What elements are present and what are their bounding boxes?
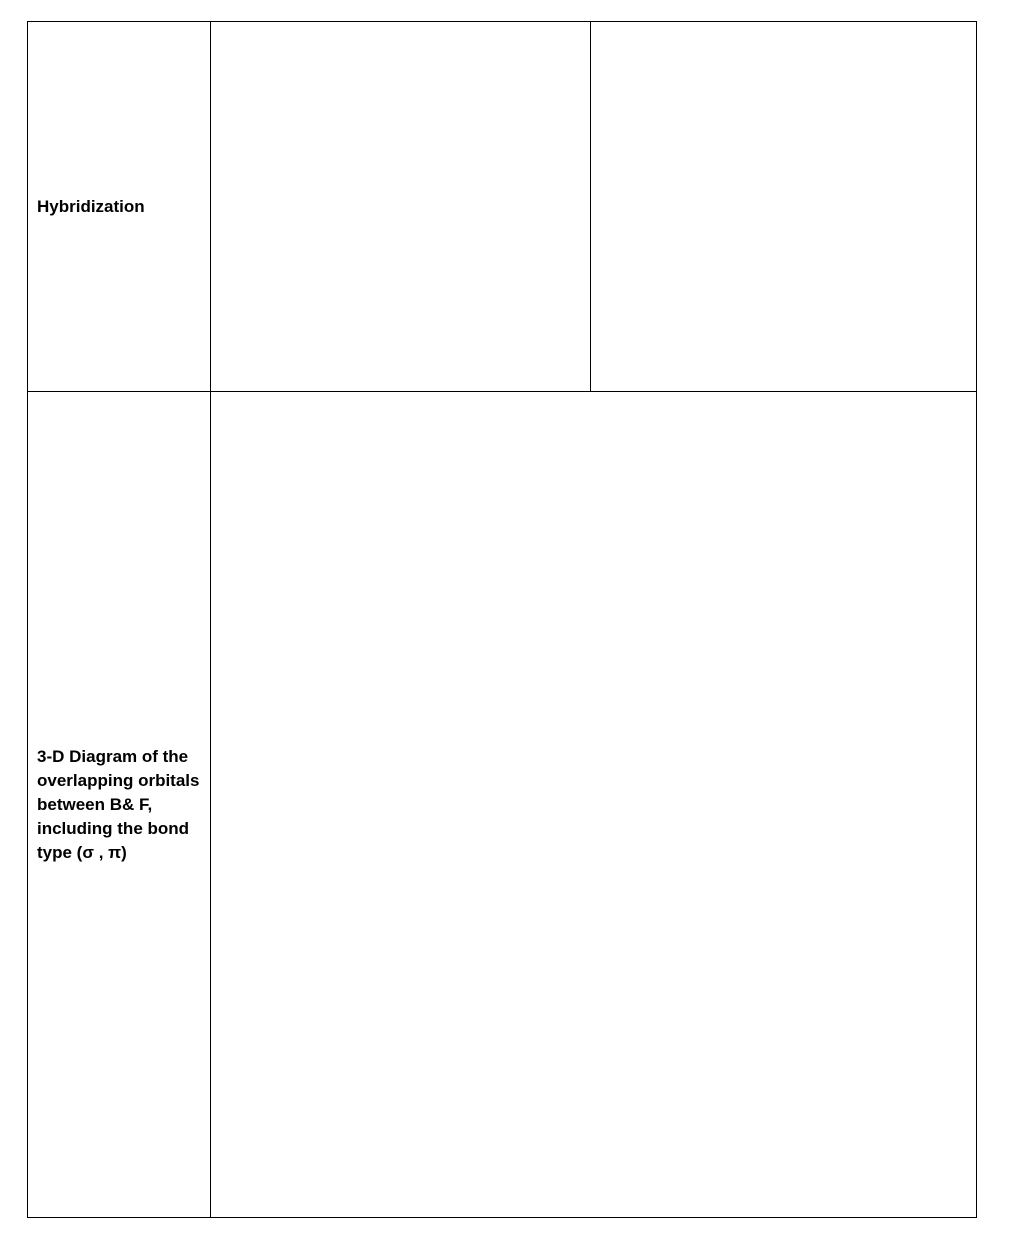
hybridization-label: Hybridization [37, 197, 145, 216]
diagram-answer-cell[interactable] [211, 392, 976, 1217]
diagram-label-cell [28, 392, 210, 1217]
hybridization-answer-cell-1[interactable] [211, 22, 590, 391]
hybridization-answer-cell-2[interactable] [591, 22, 976, 391]
diagram-label: 3-D Diagram of the overlapping orbitals between B& F, including the bond type (σ , π) [37, 747, 200, 862]
worksheet-table [27, 21, 977, 1218]
hybridization-label-cell [28, 22, 210, 391]
